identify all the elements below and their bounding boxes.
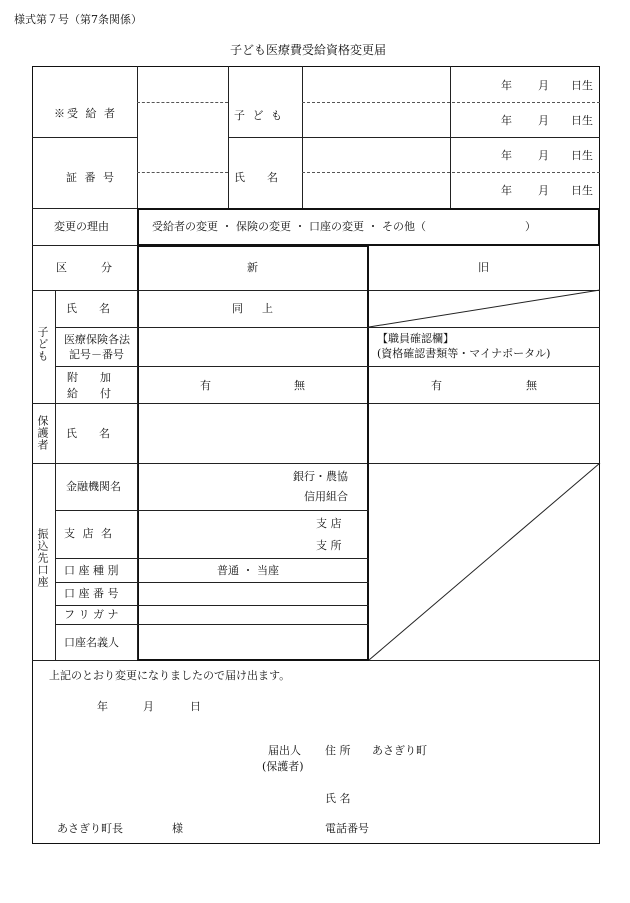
supplement-label-1: 附 加 xyxy=(67,371,111,384)
account-type-label: 口 座 種 別 xyxy=(64,564,119,577)
date-month: 月 xyxy=(143,700,154,713)
supplement-new-no[interactable]: 無 xyxy=(294,379,305,392)
account-number-label: 口 座 番 号 xyxy=(64,587,119,600)
date-day: 日 xyxy=(190,700,201,713)
child-group-label: 子ども xyxy=(36,326,49,362)
phone-label: 電話番号 xyxy=(325,822,369,835)
supplement-new-yes[interactable]: 有 xyxy=(200,379,211,392)
child-name-label: 氏 名 xyxy=(234,171,278,184)
address-value: あさぎり町 xyxy=(372,744,427,757)
account-group-label: 振込先口座 xyxy=(36,528,49,588)
footer-statement: 上記のとおり変更になりましたので届け出ます。 xyxy=(49,669,291,682)
form-title: 子ども医療費受給資格変更届 xyxy=(230,43,387,57)
insurance-label-1: 医療保険各法 xyxy=(64,333,130,346)
applicant-label: 届出人 xyxy=(268,744,301,757)
account-type-value[interactable]: 普通 ・ 当座 xyxy=(217,564,279,577)
address-label: 住 所 xyxy=(325,744,351,757)
division-old: 旧 xyxy=(478,261,489,274)
guardian-group-label: 保護者 xyxy=(36,415,49,451)
bank-suffix-2: 信用組合 xyxy=(304,490,348,503)
insurance-label-2: 記号－番号 xyxy=(69,348,124,361)
branch-label: 支 店 名 xyxy=(64,527,114,540)
honorific: 様 xyxy=(172,822,183,835)
child-name-new: 同 上 xyxy=(232,302,277,315)
form-number: 様式第７号（第7条関係） xyxy=(14,13,142,26)
date-year: 年 xyxy=(97,700,108,713)
bank-suffix-1: 銀行・農協 xyxy=(293,470,348,483)
supplement-label-2: 給 付 xyxy=(67,387,111,400)
reason-options[interactable]: 受給者の変更 ・ 保険の変更 ・ 口座の変更 ・ その他（ ） xyxy=(152,220,536,233)
account-holder-label: 口座名義人 xyxy=(64,636,119,649)
cert-number-label: 証 番 号 xyxy=(66,171,116,184)
division-new: 新 xyxy=(247,261,258,274)
mayor-label: あさぎり町長 xyxy=(57,822,123,835)
reason-label: 変更の理由 xyxy=(54,220,109,233)
furigana-label: フ リ ガ ナ xyxy=(64,608,119,621)
supplement-old-yes[interactable]: 有 xyxy=(431,379,442,392)
bank-label: 金融機関名 xyxy=(66,480,121,493)
branch-suffix-1: 支 店 xyxy=(316,517,342,530)
staff-check-note: (資格確認書類等・マイナポータル) xyxy=(377,347,551,360)
branch-suffix-2: 支 所 xyxy=(316,539,342,552)
staff-check-label: 【職員確認欄】 xyxy=(377,332,454,345)
guardian-name-label: 氏 名 xyxy=(66,427,110,440)
child-label: 子 ど も xyxy=(234,109,284,122)
applicant-guardian: (保護者) xyxy=(262,760,304,773)
applicant-name-label: 氏 名 xyxy=(325,792,351,805)
supplement-old-no[interactable]: 無 xyxy=(526,379,537,392)
division-label: 区 分 xyxy=(56,261,116,274)
recipient-label: ※受 給 者 xyxy=(54,107,117,120)
child-name-row-label: 氏 名 xyxy=(66,302,110,315)
